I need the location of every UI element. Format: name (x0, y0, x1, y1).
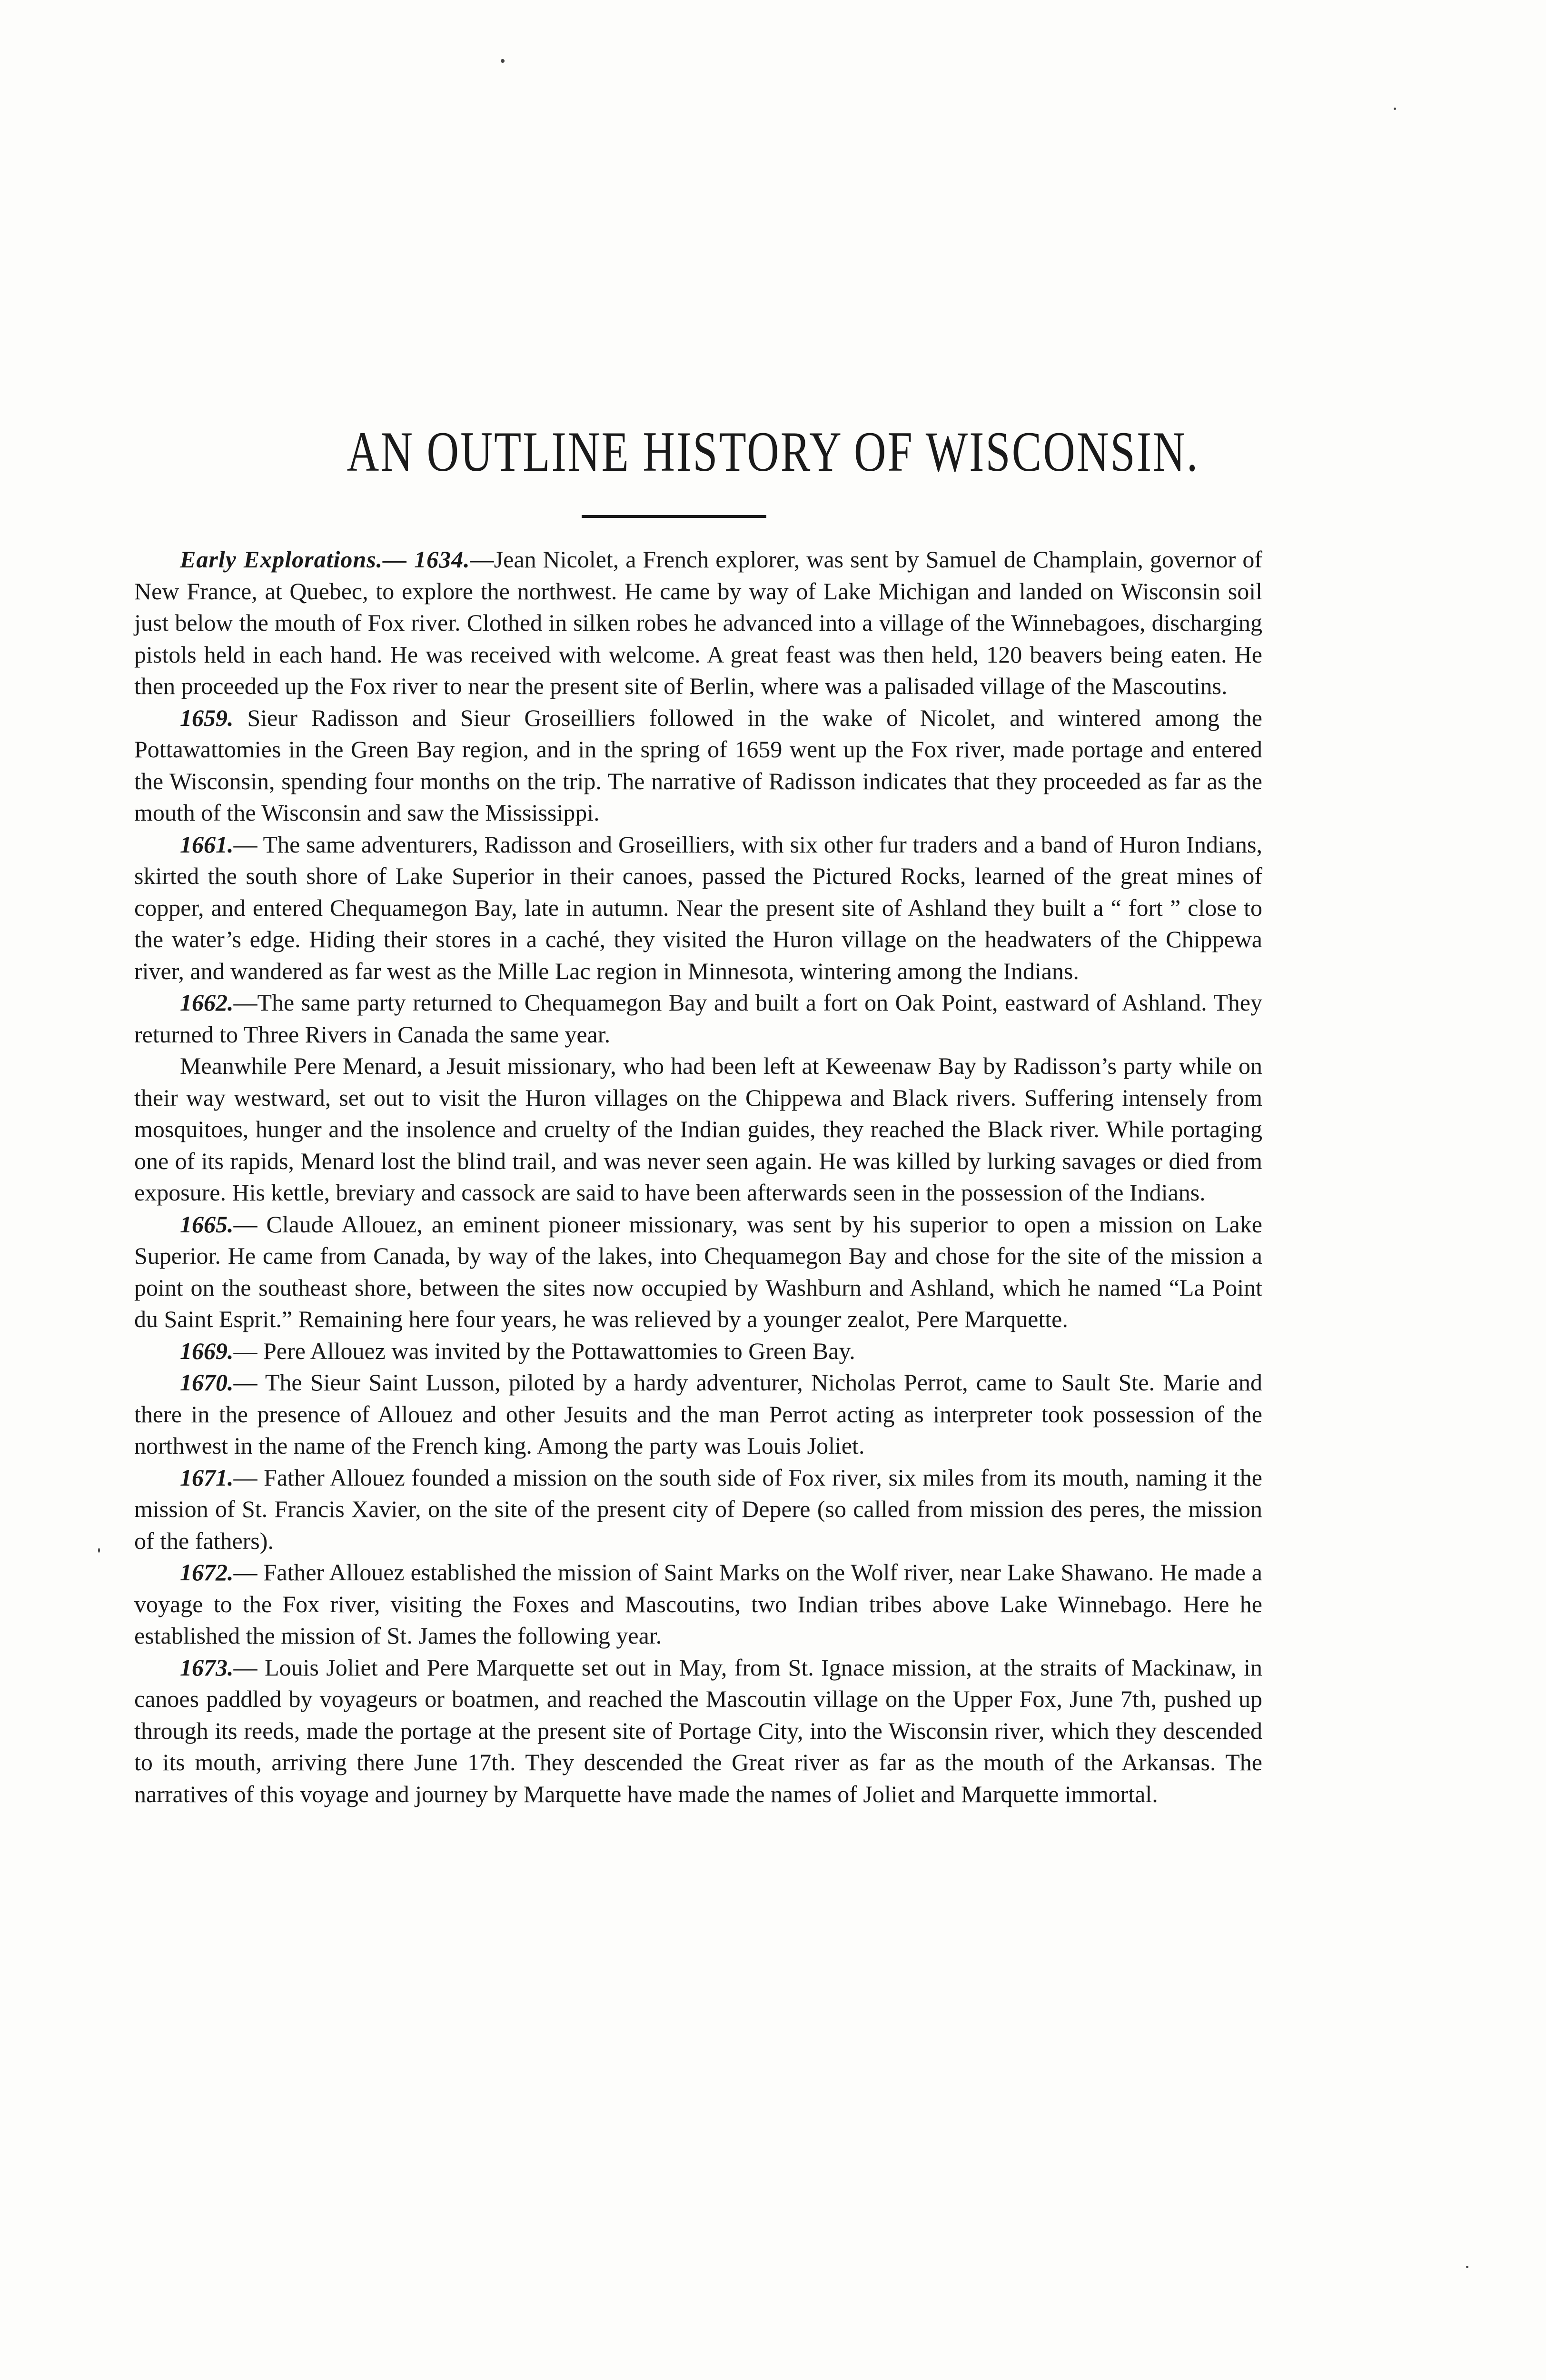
paragraph-text: — Pere Allouez was invited by the Pottawattomies to Green Bay. (233, 1337, 855, 1364)
paragraph-1673 (134, 1652, 1262, 1810)
paper-speck (1394, 108, 1396, 110)
paragraph-text: — Claude Allouez, an eminent pioneer missionary, was sent by his superior to open a mission on Lake Superior. He came from Canada, by way of the lakes, into Chequamegon Bay and chose for the site of the mission a point on the southeast shore, between the sites now occupied by Washburn and Ashland, which he named “La Point du Saint Esprit.” Remaining here four years, he was relieved by a younger zealot, Pere Marquette. (134, 1210, 1262, 1332)
paragraph-text: — Father Allouez established the mission of Saint Marks on the Wolf river, near Lake Shawano. He made a voyage to the Fox river, visiting the Foxes and Mascoutins, two Indian tribes above Lake Winnebago. Here he established the mission of St. James the following year. (134, 1559, 1262, 1649)
title-divider (582, 515, 766, 518)
paragraph-1659 (134, 702, 1262, 829)
paragraph-1634 (134, 544, 1262, 702)
year-label: 1671. (180, 1464, 234, 1491)
history-text (134, 544, 1262, 1810)
year-label: 1661. (180, 831, 234, 858)
paragraph-1669 (134, 1335, 1262, 1367)
paragraph-1662 (134, 987, 1262, 1050)
paragraph-menard (134, 1050, 1262, 1209)
year-label: 1665. (180, 1210, 234, 1238)
paragraph-text: —Jean Nicolet, a French explorer, was sent by Samuel de Champlain, governor of New France, at Quebec, to explore the northwest. He came by way of Lake Michigan and landed on Wisconsin soil just below the mouth of Fox river. Clothed in silken robes he advanced into a village of the Winnebagoes, discharging pistols held in each hand. He was received with welcome. A great feast was then held, 120 beavers being eaten. He then proceeded up the Fox river to near the present site of Berlin, where was a palisaded village of the Mascoutins. (134, 546, 1262, 699)
paragraph-1665 (134, 1209, 1262, 1335)
year-label: 1670. (180, 1369, 234, 1396)
paragraph-text: —The same party returned to Chequamegon Bay and built a fort on Oak Point, eastward of Ashland. They returned to Three Rivers in Canada the same year. (134, 989, 1262, 1048)
paper-speck (501, 59, 505, 63)
paper-speck (98, 1548, 100, 1553)
paragraph-text: — Louis Joliet and Pere Marquette set out in May, from St. Ignace mission, at the straits of Mackinaw, in canoes paddled by voyageurs or boatmen, and reached the Mascoutin village on the Upper Fox, June 7th, pushed up through its reeds, made the portage at the present site of Portage City, into the Wisconsin river, which they descended to its mouth, arriving there June 17th. They descended the Great river as far as the mouth of the Arkansas. The narratives of this voyage and journey by Marquette have made the names of Joliet and Marquette immortal. (134, 1654, 1262, 1807)
paragraph-1670 (134, 1367, 1262, 1462)
paper-speck (1466, 2266, 1468, 2268)
year-label: 1673. (180, 1654, 234, 1681)
paragraph-text: — The same adventurers, Radisson and Groseilliers, with six other fur traders and a band of Huron Indians, skirted the south shore of Lake Superior in their canoes, passed the Pictured Rocks, learned of the great mines of copper, and entered Chequamegon Bay, late in autumn. Near the present site of Ashland they built a “ fort ” close to the water’s edge. Hiding their stores in a caché, they visited the Huron village on the headwaters of the Chippewa river, and wandered as far west as the Mille Lac region in Minnesota, wintering among the Indians. (134, 831, 1262, 984)
section-lead: Early Explorations.— 1634. (180, 546, 470, 573)
page-title: AN OUTLINE HISTORY OF WISCONSIN. (347, 420, 1199, 483)
year-label: 1672. (180, 1559, 234, 1586)
paragraph-1671 (134, 1462, 1262, 1557)
paragraph-text: Meanwhile Pere Menard, a Jesuit missionary, who had been left at Keweenaw Bay by Radisson’s party while on their way westward, set out to visit the Huron villages on the Chippewa and Black rivers. Suffering intensely from mosquitoes, hunger and the insolence and cruelty of the Indian guides, they reached the Black river. While portaging one of its rapids, Menard lost the blind trail, and was never seen again. He was killed by lurking savages or died from exposure. His kettle, breviary and cassock are said to have been afterwards seen in the possession of the Indians. (134, 1052, 1262, 1206)
year-label: 1659. (180, 704, 234, 731)
paragraph-1661 (134, 829, 1262, 987)
paragraph-1672 (134, 1557, 1262, 1652)
paragraph-text: Sieur Radisson and Sieur Groseilliers followed in the wake of Nicolet, and wintered among the Pottawattomies in the Green Bay region, and in the spring of 1659 went up the Fox river, made portage and entered the Wisconsin, spending four months on the trip. The narrative of Radisson indicates that they proceeded as far as the mouth of the Wisconsin and saw the Mississippi. (134, 704, 1262, 826)
paragraph-text: — Father Allouez founded a mission on the south side of Fox river, six miles from its mouth, naming it the mission of St. Francis Xavier, on the site of the present city of Depere (so called from mission des peres, the mission of the fathers). (134, 1464, 1262, 1554)
year-label: 1669. (180, 1337, 234, 1364)
paragraph-text: — The Sieur Saint Lusson, piloted by a hardy adventurer, Nicholas Perrot, came to Sault Ste. Marie and there in the presence of Allouez and other Jesuits and the man Perrot acting as interpreter took possession of the northwest in the name of the French king. Among the party was Louis Joliet. (134, 1369, 1262, 1459)
year-label: 1662. (180, 989, 234, 1016)
